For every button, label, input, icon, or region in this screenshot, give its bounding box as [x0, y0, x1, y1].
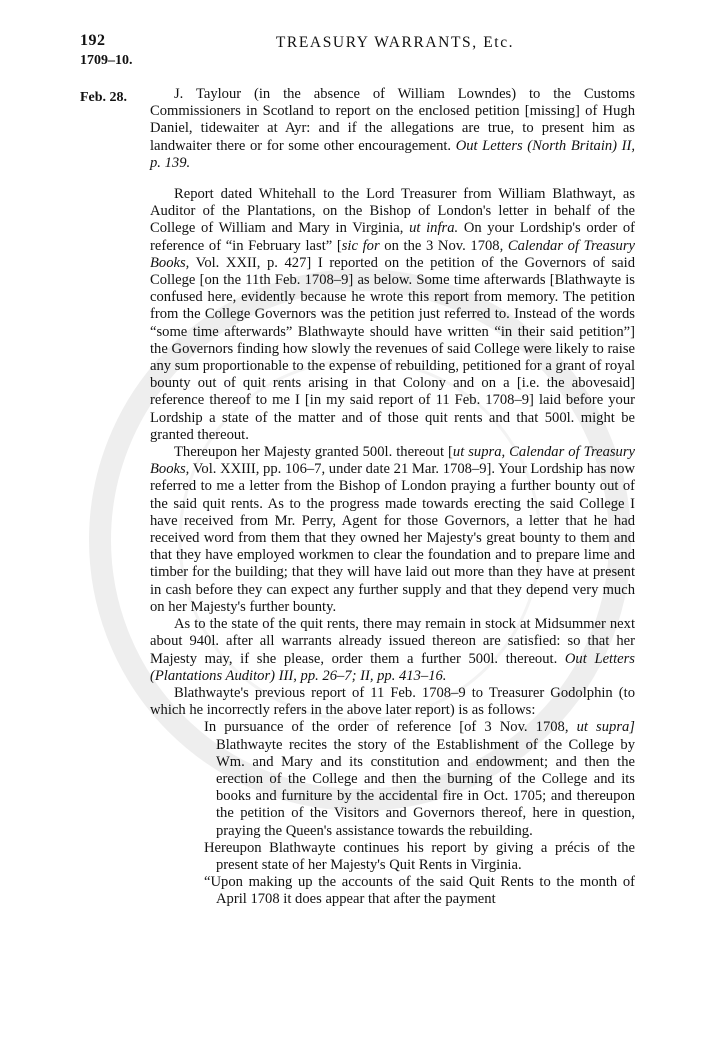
running-head: TREASURY WARRANTS, Etc.	[275, 34, 515, 51]
paragraph-8: “Upon making up the accounts of the said Quit Rents to the month of April 1708 it does appear that after the payment	[204, 874, 635, 908]
paragraph-5: Blathwayte's previous report of 11 Feb. 1708–9 to Treasurer Godolphin (to which he incorrectly refers in the above later report) is as follows:	[150, 684, 635, 719]
paragraph-4: As to the state of the quit rents, there may remain in stock at Midsummer next about 940l. after all warrants already issued thereon are satisfied: so that her Majesty may, if she please, order them a further 500l. thereout. Out Letters (Plantations Auditor) III, pp. 26–7; II, pp. 413–16.	[150, 616, 635, 684]
margin-date: Feb. 28.	[80, 90, 128, 105]
paragraph-7: Hereupon Blathwayte continues his report by giving a précis of the present state of her Majesty's Quit Rents in Virginia.	[204, 839, 635, 873]
page-number: 192	[80, 32, 106, 49]
body-text	[150, 86, 635, 909]
paragraph-6: In pursuance of the order of reference [of 3 Nov. 1708, ut supra] Blathwayte recites the story of the Establishment of the College by Wm. and Mary and its constitution and endowment; and then the erection of the College and then the burning of the College and its books and furniture by the accidental fire in Oct. 1705; and thereupon the petition of the Visitors and Governors thereof, here in question, praying the Queen's assistance towards the rebuilding.	[204, 719, 635, 839]
margin-years: 1709–10.	[80, 53, 133, 68]
paragraph-2: Report dated Whitehall to the Lord Treasurer from William Blathwayt, as Auditor of the Plantations, on the Bishop of London's letter in behalf of the College of William and Mary in Virginia, ut infra. On your Lordship's order of reference of “in February last” [sic for on the 3 Nov. 1708, Calendar of Treasury Books, Vol. XXII, p. 427] I reported on the petition of the Governors of said College [on the 11th Feb. 1708–9] as below. Some time afterwards [Blathwayte is confused here, evidently because he wrote this report from memory. The petition from the College Governors was the petition just referred to. Instead of the words “some time afterwards” Blathwayte should have written “in their said petition”] the Governors finding how slowly the revenues of said College were likely to raise any sum proportionable to the expense of rebuilding, petitioned for a grant of royal bounty out of quit rents arising in that Colony and on a [i.e. the abovesaid] reference thereof to me I [in my said report of 11 Feb. 1708–9] laid before your Lordship a state of the matter and of those quit rents and that 500l. might be granted thereout.	[150, 186, 636, 443]
paragraph-3: Thereupon her Majesty granted 500l. thereout [ut supra, Calendar of Treasury Books, Vol. XXIII, pp. 106–7, under date 21 Mar. 1708–9]. Your Lordship has now referred to me a letter from the Bishop of London praying a further bounty out of the said quit rents. As to the progress made towards erecting the said College I have received from Mr. Perry, Agent for those Governors, a letter that he had received word from them that they owned her Majesty's great bounty to them and that they have employed workmen to clear the foundation and to prepare lime and timber for the building; that they will have laid out more than they have at present in cash before they can expect any further supply and that they depend very much on her Majesty's further bounty.	[150, 444, 636, 615]
paragraph-1: J. Taylour (in the absence of William Lowndes) to the Customs Commissioners in Scotland to report on the enclosed petition [missing] of Hugh Daniel, tidewaiter at Ayr: and if the allegations are true, to present him as landwaiter there or for some other encouragement. Out Letters (North Britain) II, p. 139.	[150, 86, 635, 171]
